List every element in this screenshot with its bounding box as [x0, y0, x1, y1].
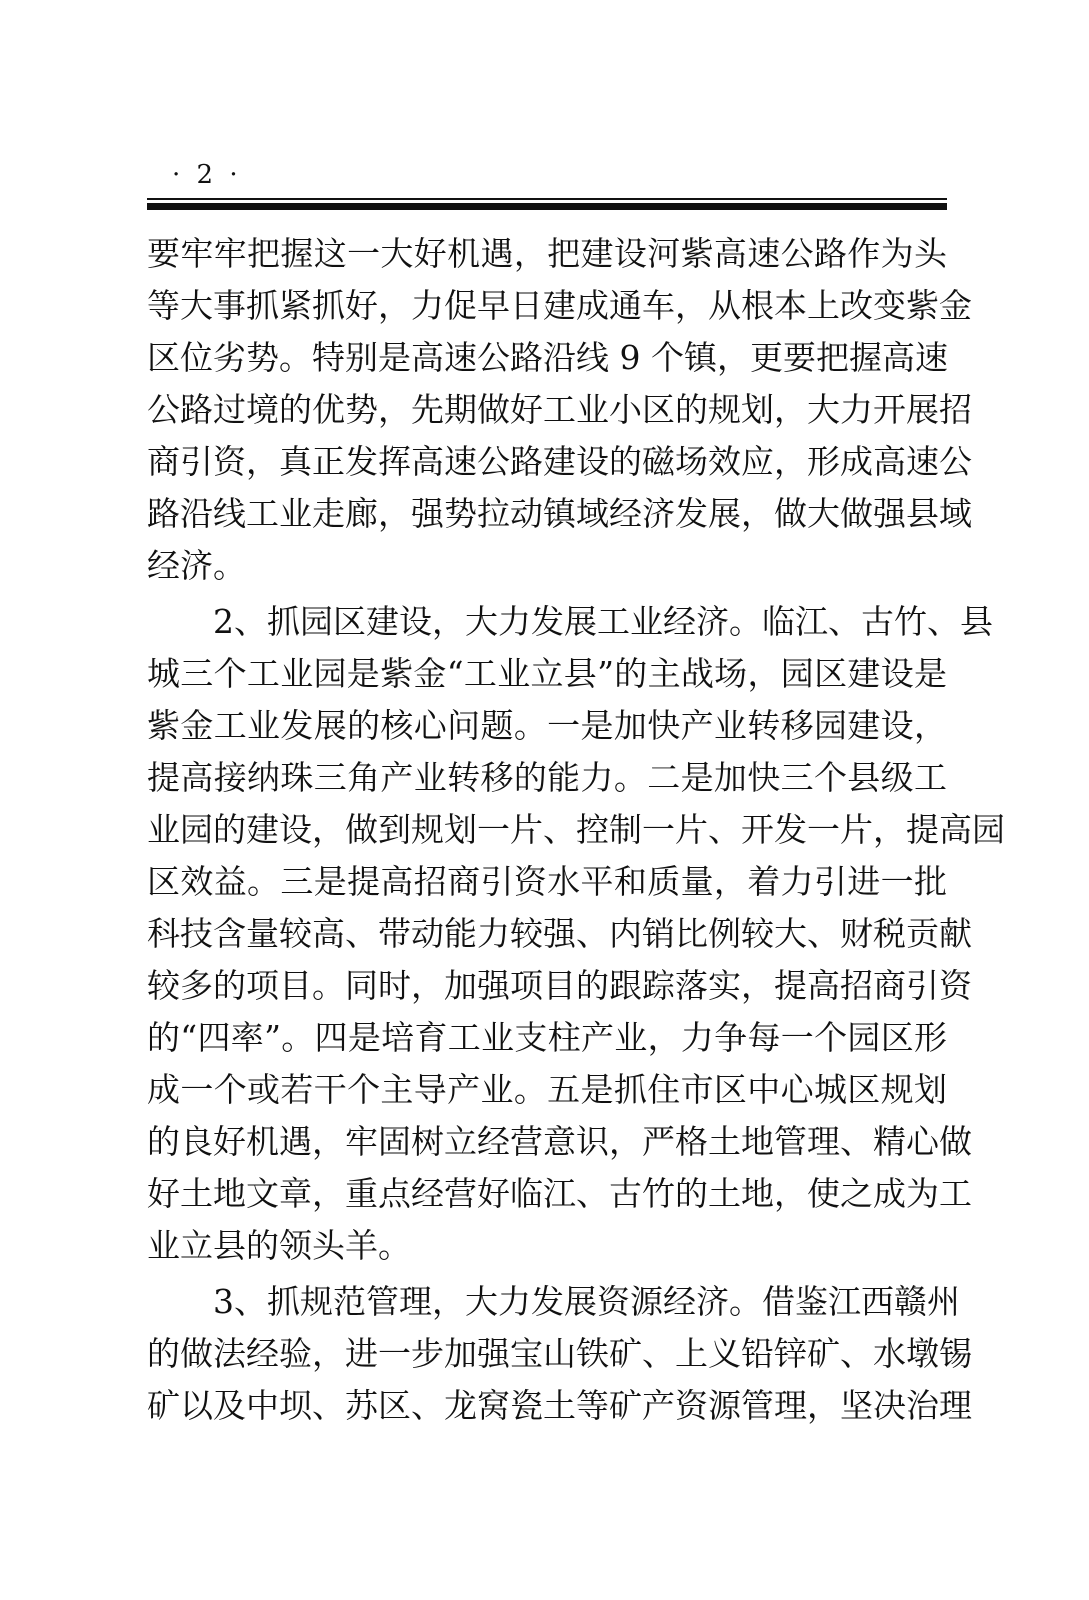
- text-line: 区位劣势。特别是高速公路沿线 9 个镇，更要把握高速: [147, 338, 948, 377]
- text-line: 区效益。三是提高招商引资水平和质量，着力引进一批: [147, 862, 947, 901]
- text-line: 公路过境的优势，先期做好工业小区的规划，大力开展招: [147, 390, 972, 429]
- text-line: 业立县的领头羊。: [147, 1226, 411, 1265]
- text-line: 业园的建设，做到规划一片、控制一片、开发一片，提高园: [147, 810, 1005, 849]
- header-rule-thick: [147, 203, 947, 210]
- text-line: 要牢牢把握这一大好机遇，把建设河紫高速公路作为头: [147, 234, 947, 273]
- text-line: 的做法经验，进一步加强宝山铁矿、上义铅锌矿、水墩锡: [147, 1334, 972, 1373]
- text-line: 紫金工业发展的核心问题。一是加快产业转移园建设，: [147, 706, 947, 745]
- paragraph-heading-line: 2、抓园区建设，大力发展工业经济。临江、古竹、县: [213, 602, 993, 641]
- body-text: [147, 228, 1005, 1432]
- text-line: 科技含量较高、带动能力较强、内销比例较大、财税贡献: [147, 914, 972, 953]
- text-line: 提高接纳珠三角产业转移的能力。二是加快三个县级工: [147, 758, 947, 797]
- text-line: 较多的项目。同时，加强项目的跟踪落实，提高招商引资: [147, 966, 972, 1005]
- text-line: 城三个工业园是紫金“工业立县”的主战场，园区建设是: [147, 654, 947, 693]
- text-line: 经济。: [147, 546, 246, 585]
- paragraph-heading-line: 3、抓规范管理，大力发展资源经济。借鉴江西赣州: [213, 1282, 960, 1321]
- text-line: 的良好机遇，牢固树立经营意识，严格土地管理、精心做: [147, 1122, 972, 1161]
- text-line: 好土地文章，重点经营好临江、古竹的土地，使之成为工: [147, 1174, 972, 1213]
- text-line: 商引资，真正发挥高速公路建设的磁场效应，形成高速公: [147, 442, 972, 481]
- text-line: 等大事抓紧抓好，力促早日建成通车，从根本上改变紫金: [147, 286, 972, 325]
- text-line: 成一个或若干个主导产业。五是抓住市区中心城区规划: [147, 1070, 947, 1109]
- header-rule-thin: [147, 198, 947, 200]
- text-line: 矿以及中坝、苏区、龙窝瓷土等矿产资源管理，坚决治理: [147, 1386, 972, 1425]
- page-number: · 2 ·: [172, 160, 242, 190]
- text-line: 路沿线工业走廊，强势拉动镇域经济发展，做大做强县域: [147, 494, 972, 533]
- text-line: 的“四率”。四是培育工业支柱产业，力争每一个园区形: [147, 1018, 947, 1057]
